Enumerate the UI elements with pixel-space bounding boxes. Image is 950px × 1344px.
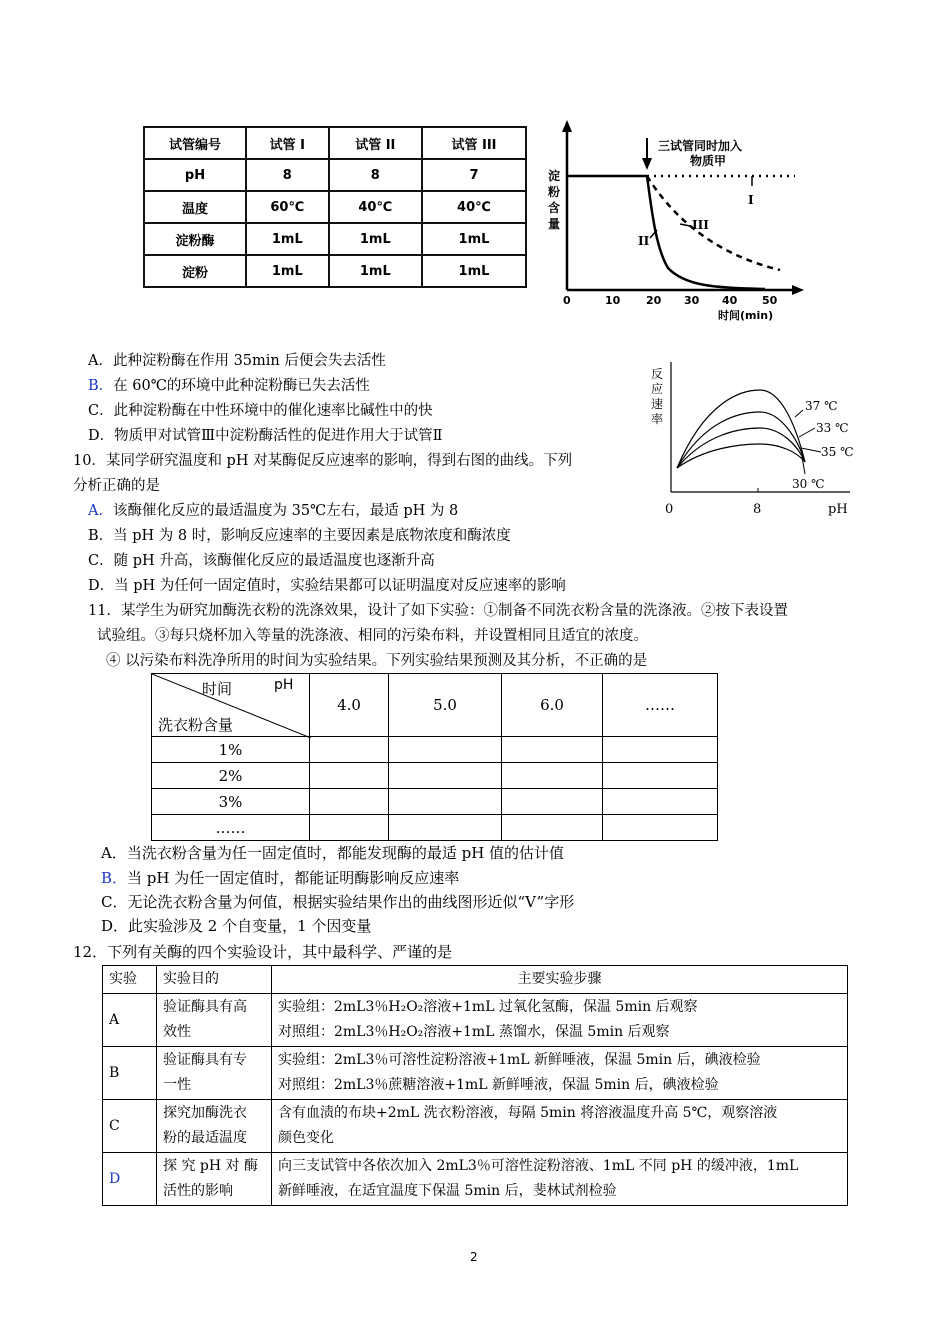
table-cell: 1mL [246,255,329,287]
table-cell: 3% [152,789,310,815]
q11-option-c: C．无论洗衣粉含量为何值，根据实验结果作出的曲线图形近似“V”字形 [101,893,575,911]
label-leader [795,410,803,417]
x-tick-label: 8 [753,502,762,517]
table-row [144,159,526,191]
q10-stem-cont: 分析正确的是 [73,478,160,494]
table-cell [502,789,603,815]
x-tick-label: 40 [722,294,738,307]
table-cell: 7 [422,159,526,191]
table-cell [603,789,718,815]
table-header: …… [603,674,718,737]
q11-stem-cont2: ④ 以污染布料洗净所用的时间为实验结果。下列实验结果预测及其分析，不正确的是 [106,653,648,669]
series-label-33c: 33 ℃ [816,421,849,435]
table-cell [389,815,502,841]
table-row [152,674,718,737]
tube-table [143,126,527,288]
table-header: 6.0 [502,674,603,737]
q9-option-a: A．此种淀粉酶在作用 35min 后便会失去活性 [88,353,386,369]
q11-option-d: D．此实验涉及 2 个自变量，1 个因变量 [101,917,372,935]
table-cell: 淀粉酶 [144,223,246,255]
q11-stem: 11．某学生为研究加酶洗衣粉的洗涤效果，设计了如下实验：①制备不同洗衣粉含量的洗涤液。②按下表设置 [88,603,788,619]
q12-stem: 12．下列有关酶的四个实验设计，其中最科学、严谨的是 [73,943,453,961]
table-cell [502,737,603,763]
annotation-line2: 物质甲 [690,154,727,168]
detergent-table [151,673,718,841]
table-row [152,737,718,763]
table-cell: 2% [152,763,310,789]
starch-content-chart [540,118,810,328]
table-row [103,1100,848,1153]
table-row [152,815,718,841]
y-axis-label-char: 速 [651,397,664,411]
page-number: 2 [470,1250,478,1264]
table-cell [502,815,603,841]
table-row [103,1047,848,1100]
table-cell: 1mL [422,255,526,287]
y-axis-arrow [562,120,572,132]
table-header: 试管 I [246,127,329,159]
y-axis-label-char: 淀 [548,169,561,183]
table-cell [603,737,718,763]
table-cell: 60℃ [246,191,329,223]
table-cell [389,737,502,763]
table-cell: 1mL [329,255,422,287]
q10-stem: 10．某同学研究温度和 pH 对某酶促反应速率的影响，得到右图的曲线。下列 [73,453,573,469]
x-axis-label: pH [828,502,848,517]
table-cell [310,815,389,841]
table-cell [389,763,502,789]
q9-option-d: D．物质甲对试管Ⅲ中淀粉酶活性的促进作用大于试管Ⅱ [88,428,443,444]
curve-30c [677,444,805,468]
q9-option-b: B．在 60℃的环境中此种淀粉酶已失去活性 [88,378,370,394]
table-header: 实验目的 [157,966,272,994]
curve-35c [677,428,805,468]
x-tick-label: 0 [665,502,674,517]
row-label: C [103,1100,157,1153]
row-label: D [103,1153,157,1206]
purpose-cell: 验证酶具有专 一性 [157,1047,272,1100]
table-row [152,763,718,789]
y-axis-label-char: 应 [651,382,664,396]
q9-option-c: C．此种淀粉酶在中性环境中的催化速率比碱性中的快 [88,403,433,419]
table-header: 4.0 [310,674,389,737]
x-tick-label: 30 [684,294,700,307]
table-cell: 1% [152,737,310,763]
table-header: 试管 III [422,127,526,159]
table-header: 试管编号 [144,127,246,159]
row-label: B [103,1047,157,1100]
steps-cell: 含有血渍的布块+2mL 洗衣粉溶液，每隔 5min 将溶液温度升高 5℃，观察溶液 颜色变化 [272,1100,848,1153]
purpose-cell: 探 究 pH 对 酶 活性的影响 [157,1153,272,1206]
table-cell: 温度 [144,191,246,223]
steps-cell: 向三支试管中各依次加入 2mL3％可溶性淀粉溶液、1mL 不同 pH 的缓冲液，1mL 新鲜唾液，在适宜温度下保温 5min 后，斐林试剂检验 [272,1153,848,1206]
table-cell: 1mL [422,223,526,255]
table-cell: 8 [329,159,422,191]
x-tick-label: 0 [563,294,571,307]
label-leader [801,448,821,452]
curve-label-iii: III [692,218,709,232]
curve-label-i: I [748,193,754,207]
table-corner-cell [152,674,310,737]
table-row [103,994,848,1047]
x-tick-label: 50 [762,294,778,307]
y-axis-label-char: 反 [651,367,664,381]
table-cell [310,737,389,763]
table-cell: …… [152,815,310,841]
x-axis-label: 时间(min) [718,309,774,322]
table-header: 主要实验步骤 [272,966,848,994]
table-cell [603,815,718,841]
table-cell [502,763,603,789]
table-row [144,223,526,255]
series-label-37c: 37 ℃ [805,399,838,413]
x-axis-arrow [792,285,804,295]
q10-option-c: C．随 pH 升高，该酶催化反应的最适温度也逐渐升高 [88,553,435,569]
table-header: 5.0 [389,674,502,737]
curve-iii [647,176,780,270]
table-header: 实验 [103,966,157,994]
label-leader [799,428,815,437]
label-leader [680,224,690,226]
x-tick-label: 10 [605,294,621,307]
x-tick-label: 20 [646,294,662,307]
series-label-35c: 35 ℃ [821,445,854,459]
steps-cell: 实验组：2mL3％可溶性淀粉溶液+1mL 新鲜唾液，保温 5min 后，碘液检验 对照组：2mL3％蔗糖溶液+1mL 新鲜唾液，保温 5min 后，碘液检验 [272,1047,848,1100]
y-axis-label-char: 粉 [548,185,561,199]
table-cell [603,763,718,789]
table-row [144,255,526,287]
table-cell: 8 [246,159,329,191]
series-label-30c: 30 ℃ [792,477,825,491]
row-label: A [103,994,157,1047]
table-cell: 40℃ [329,191,422,223]
curve-37c [677,390,805,468]
annotation-arrow-head [642,158,652,170]
y-axis-label-char: 率 [651,412,664,426]
annotation-line1: 三试管同时加入 [658,139,743,153]
table-row [152,789,718,815]
table-row [144,191,526,223]
q10-option-b: B．当 pH 为 8 时，影响反应速率的主要因素是底物浓度和酶浓度 [88,528,511,544]
y-axis-label-char: 含 [548,201,561,215]
table-cell: 40℃ [422,191,526,223]
table-cell: 1mL [329,223,422,255]
curve-label-ii: II [638,234,650,248]
table-cell: 淀粉 [144,255,246,287]
table-header: 试管 II [329,127,422,159]
table-cell [389,789,502,815]
table-cell: pH [144,159,246,191]
purpose-cell: 验证酶具有高 效性 [157,994,272,1047]
y-axis-label-char: 量 [548,217,561,231]
table-row [144,127,526,159]
table-cell [310,789,389,815]
table-row [103,966,848,994]
purpose-cell: 探究加酶洗衣 粉的最适温度 [157,1100,272,1153]
q11-stem-cont: 试验组。③每只烧杯加入等量的洗涤液、相同的污染布料，并设置相同且适宜的浓度。 [97,628,648,644]
table-row [103,1153,848,1206]
reaction-rate-chart [645,362,865,522]
q10-option-d: D．当 pH 为任何一固定值时，实验结果都可以证明温度对反应速率的影响 [88,578,566,594]
table-cell: 1mL [246,223,329,255]
q10-option-a: A．该酶催化反应的最适温度为 35℃左右，最适 pH 为 8 [88,503,459,519]
q11-option-a: A．当洗衣粉含量为任一固定值时，都能发现酶的最适 pH 值的估计值 [101,844,565,862]
q11-option-b: B．当 pH 为任一固定值时，都能证明酶影响反应速率 [101,869,460,887]
corner-content-label: 洗衣粉含量 [158,716,234,734]
curve-33c [677,412,805,468]
experiment-table [102,965,848,1206]
table-cell [310,763,389,789]
corner-ph-label: pH [274,677,294,693]
corner-time-label: 时间 [202,680,233,698]
steps-cell: 实验组：2mL3％H₂O₂溶液+1mL 过氧化氢酶，保温 5min 后观察 对照组：2mL3％H₂O₂溶液+1mL 蒸馏水，保温 5min 后观察 [272,994,848,1047]
